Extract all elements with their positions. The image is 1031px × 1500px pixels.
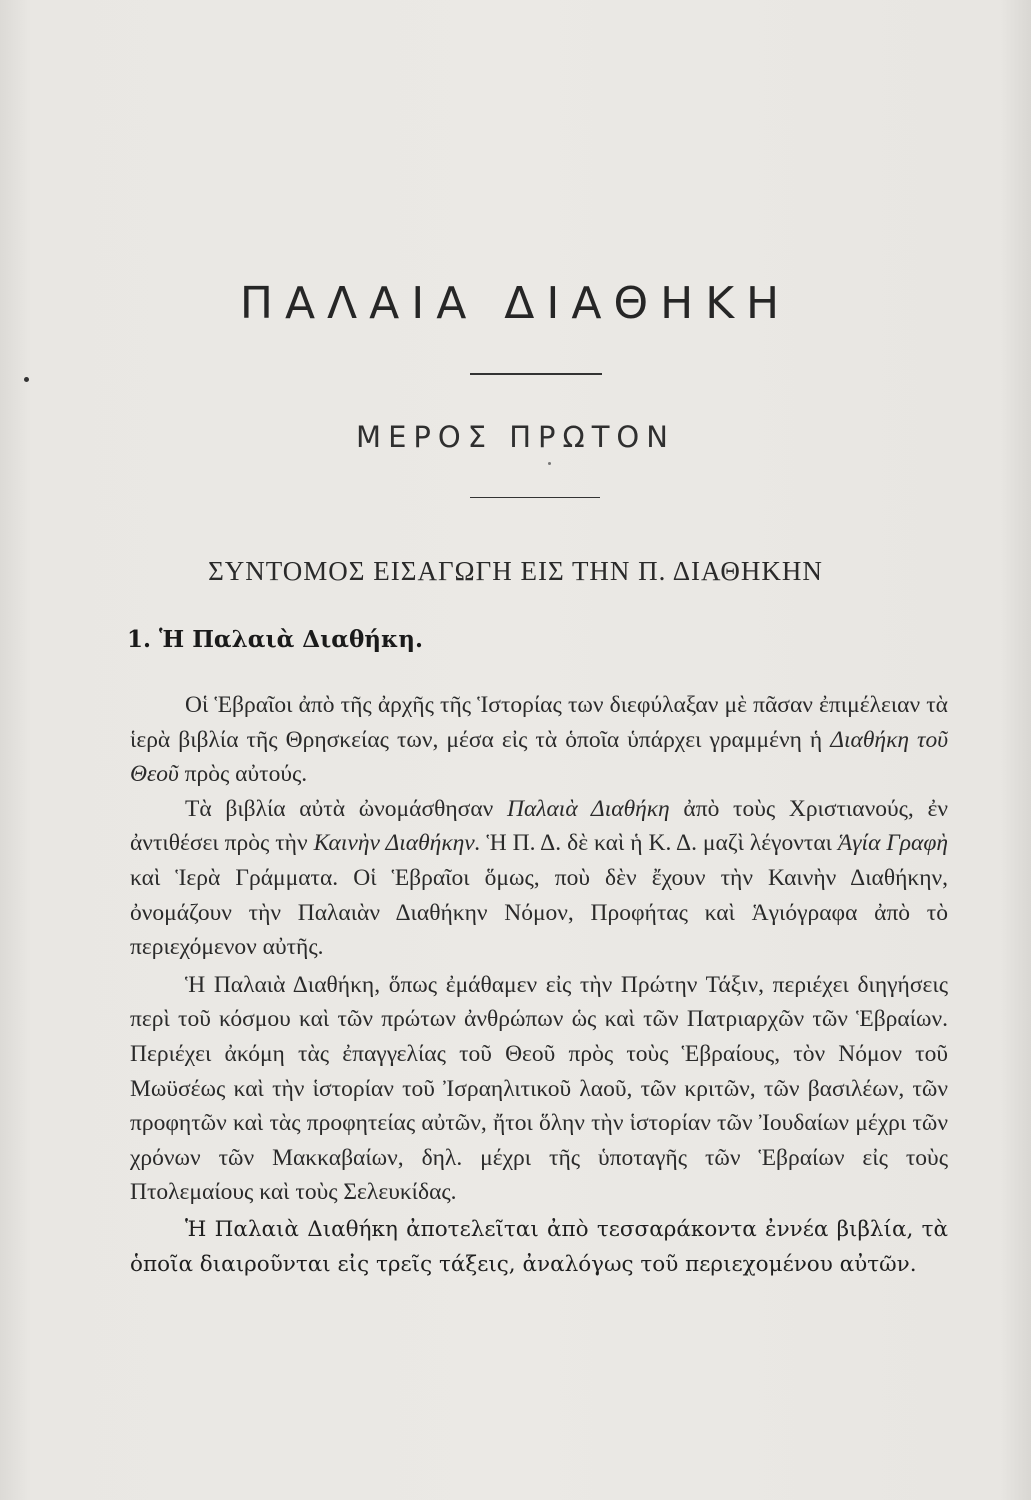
part-title: ΜΕΡΟΣ ΠΡΩΤΟΝ: [356, 420, 675, 454]
chapter-heading: ΣΥΝΤΟΜΟΣ ΕΙΣΑΓΩΓΗ ΕΙΣ ΤΗΝ Π. ΔΙΑΘΗΚΗΝ: [208, 556, 823, 586]
part-divider: [470, 497, 600, 498]
paragraph-3: Ἡ Παλαιὰ Διαθήκη, ὅπως ἐμάθαμεν εἰς τὴν Πρώτην Τάξιν, περιέχει διηγήσεις περὶ τοῦ κόσμου καὶ τῶν πρώτων ἀνθρώπων ὡς καὶ τῶν Πατριαρχῶν τῶν Ἑβραίων. Περιέχει ἀκόμη τὰς ἐπαγγελίας τοῦ Θεοῦ πρὸς τοὺς Ἑβραίους, τὸν Νόμον τοῦ Μωϋσέως καὶ τὴν ἱστορίαν τοῦ Ἰσραηλιτικοῦ λαοῦ, τῶν κριτῶν, τῶν βασιλέων, τῶν προφητῶν καὶ τὰς προφητείας αὐτῶν, ἤτοι ὅλην τὴν ἱστορίαν τῶν Ἰουδαίων μέχρι τῶν χρόνων τῶν Μακκαβαίων, δηλ. μέχρι τῆς ὑποταγῆς τῶν Ἑβραίων εἰς τοὺς Πτολεμαίους καὶ τοὺς Σελευκίδας.: [130, 971, 948, 1206]
p1-text-c: πρὸς αὐτούς.: [178, 761, 308, 788]
p2-text-a: Τὰ βιβλία αὐτὰ ὠνομάσθησαν: [185, 795, 507, 822]
p2-italic-b: Παλαιὰ Διαθήκη: [506, 795, 670, 822]
p2-text-e: Ἡ Π. Δ. δὲ καὶ ἡ Κ. Δ. μαζὶ λέγονται: [480, 830, 838, 857]
p2-text-c: ἀπὸ τοὺς Χριστιανούς, ἐν ἀντιθέσει πρὸς τὴν: [130, 795, 948, 857]
paragraph-1: [130, 688, 948, 792]
ink-spot: [24, 377, 29, 382]
body-text: [130, 688, 948, 1282]
p2-italic-d: Καινὴν Διαθήκην.: [313, 830, 481, 857]
paragraph-4: Ἡ Παλαιὰ Διαθήκη ἀποτελεῖται ἀπὸ τεσσαράκοντα ἐννέα βιβλία, τὰ ὁποῖα διαιροῦνται εἰς τρεῖς τάξεις, ἀναλόγως τοῦ περιεχομένου αὐτῶν.: [130, 1216, 948, 1277]
p1-text-a: Οἱ Ἑβραῖοι ἀπὸ τῆς ἀρχῆς τῆς Ἱστορίας των διεφύλαξαν μὲ πᾶσαν ἐπιμέλειαν τὰ ἱερὰ βιβλία τῆς Θρησκείας των, μέσα εἰς τὰ ὁποῖα ὑπάρχει γραμμένη ἡ: [130, 692, 948, 753]
p1-italic-b: Διαθήκη τοῦ Θεοῦ: [130, 726, 948, 788]
p2-text-g: καὶ Ἱερὰ Γράμματα. Οἱ Ἑβραῖοι ὅμως, ποὺ δὲν ἔχουν τὴν Καινὴν Διαθήκην, ὀνομάζουν τὴν Παλαιὰν Διαθήκην Νόμον, Προφήτας καὶ Ἁγιόγραφα ἀπὸ τὸ περιεχόμενον αὐτῆς.: [130, 864, 948, 961]
section-heading: 1. Ἡ Παλαιὰ Διαθήκη.: [127, 626, 423, 653]
page-title: ΠΑΛΑΙΑ ΔΙΑΘΗΚΗ: [239, 278, 792, 329]
title-divider: [470, 373, 602, 375]
ink-spot: [548, 462, 551, 465]
p2-italic-f: Ἁγία Γραφὴ: [837, 830, 948, 857]
paragraph-2: [130, 792, 948, 965]
